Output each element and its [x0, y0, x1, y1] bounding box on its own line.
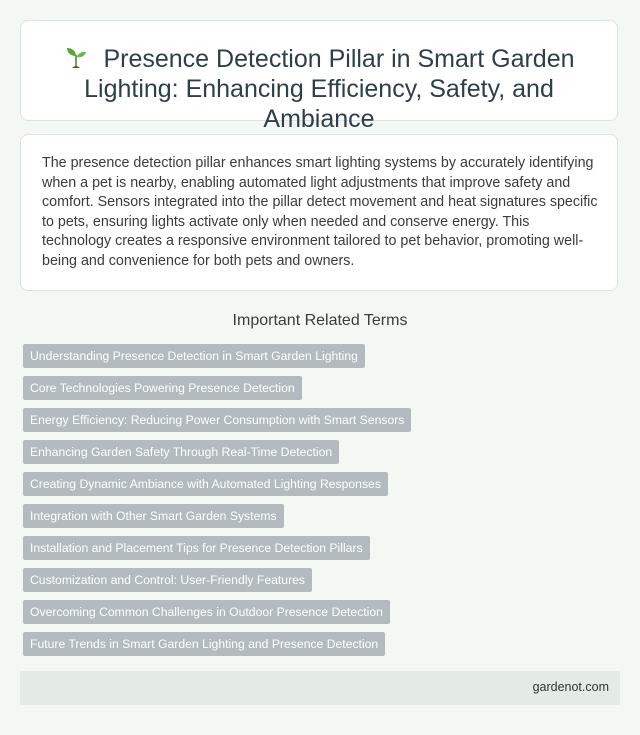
- related-term-link[interactable]: Enhancing Garden Safety Through Real-Time Detection: [23, 440, 339, 464]
- list-item: [23, 600, 411, 632]
- list-item: [23, 344, 411, 376]
- related-term-link[interactable]: Customization and Control: User-Friendly Features: [23, 568, 312, 592]
- list-item: [23, 536, 411, 568]
- related-term-link[interactable]: Energy Efficiency: Reducing Power Consumption with Smart Sensors: [23, 408, 411, 432]
- related-terms-heading: Important Related Terms: [232, 312, 408, 329]
- list-item: [23, 504, 411, 536]
- related-term-link[interactable]: Future Trends in Smart Garden Lighting and Presence Detection: [23, 632, 385, 656]
- related-term-link[interactable]: Creating Dynamic Ambiance with Automated Lighting Responses: [23, 472, 388, 496]
- list-item: [23, 472, 411, 504]
- page-title-text: Presence Detection Pillar in Smart Garden Lighting: Enhancing Efficiency, Safety, and Ambiance: [84, 45, 575, 133]
- description-text: The presence detection pillar enhances smart lighting systems by accurately identifying when a pet is nearby, enabling automated light adjustments that improve safety and comfort. Sensors integrated into the pillar detect movement and heat signatures specific to pets, ensuring lights activate only when needed and conserve energy. This technology creates a responsive environment tailored to pet behavior, promoting well-being and convenience for both pets and owners.: [42, 155, 598, 269]
- site-link[interactable]: gardenot.com: [532, 680, 609, 694]
- list-item: [23, 440, 411, 472]
- list-item: [23, 408, 411, 440]
- related-term-link[interactable]: Overcoming Common Challenges in Outdoor Presence Detection: [23, 600, 390, 624]
- list-item: [23, 568, 411, 600]
- related-terms-list: [23, 344, 411, 664]
- title-card: [20, 20, 618, 133]
- description-card: [20, 134, 618, 291]
- list-item: [23, 376, 411, 408]
- page-title: [21, 44, 617, 134]
- seedling-icon: [63, 44, 89, 70]
- list-item: [23, 632, 411, 664]
- footer: [20, 671, 620, 705]
- related-term-link[interactable]: Understanding Presence Detection in Smart Garden Lighting: [23, 344, 365, 368]
- related-term-link[interactable]: Core Technologies Powering Presence Detection: [23, 376, 302, 400]
- related-term-link[interactable]: Installation and Placement Tips for Presence Detection Pillars: [23, 536, 370, 560]
- related-term-link[interactable]: Integration with Other Smart Garden Systems: [23, 504, 284, 528]
